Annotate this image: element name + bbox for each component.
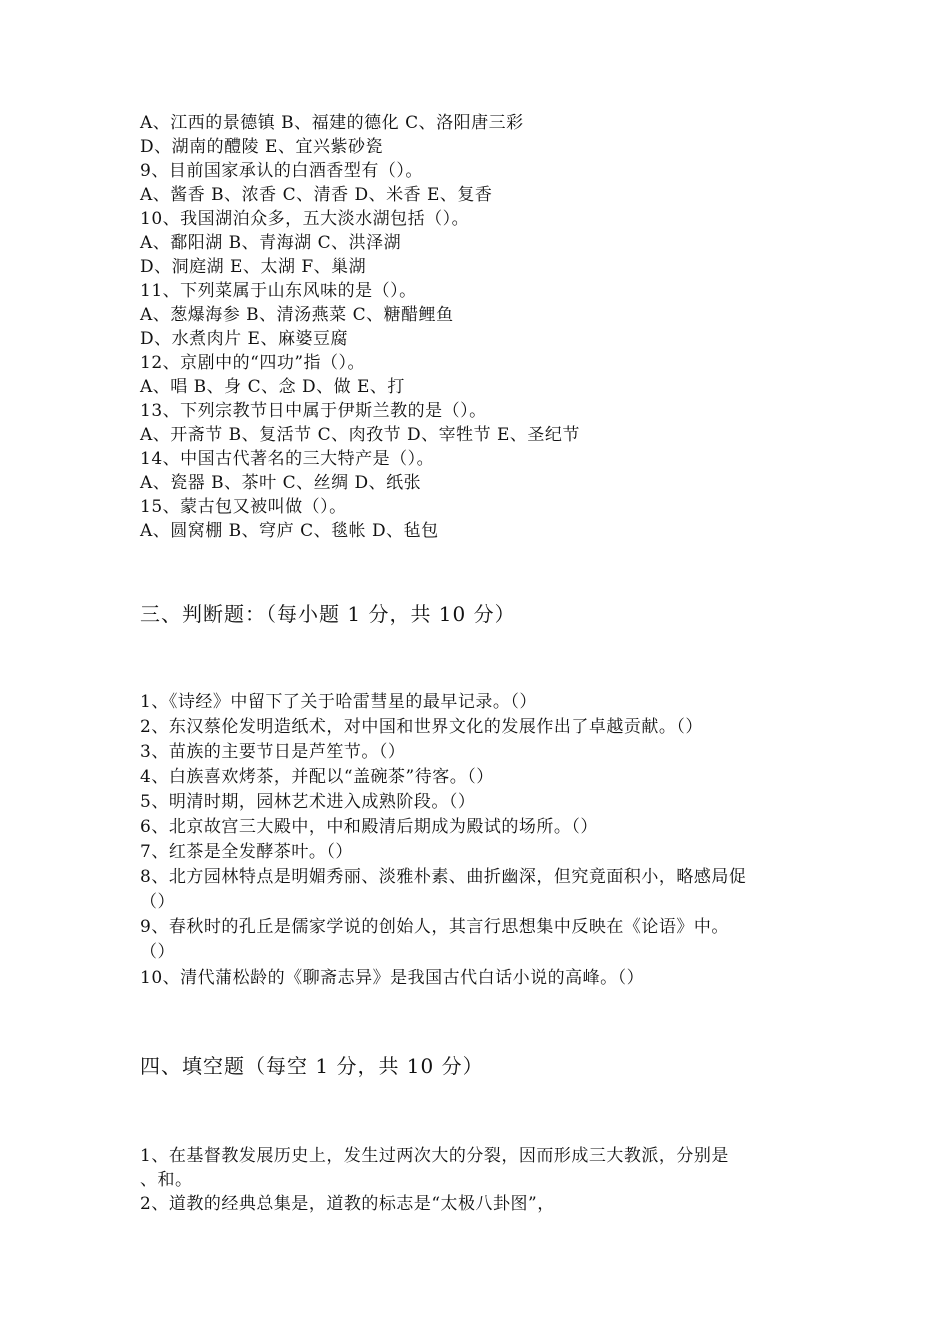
text-line: 9、春秋时的孔丘是儒家学说的创始人，其言行思想集中反映在《论语》中。 [140, 917, 729, 937]
text-line: A、鄱阳湖 B、青海湖 C、洪泽湖 [140, 233, 402, 253]
text-line: A、开斋节 B、复活节 C、肉孜节 D、宰牲节 E、圣纪节 [140, 425, 580, 445]
section-heading-true-false: 三、判断题：（每小题 1 分，共 10 分） [140, 602, 516, 626]
text-line: 7、红茶是全发酵茶叶。（） [140, 842, 353, 862]
text-line: A、葱爆海参 B、清汤燕菜 C、糖醋鲤鱼 [140, 305, 454, 325]
text-line: 15、蒙古包又被叫做（）。 [140, 497, 347, 517]
text-line: 5、明清时期，园林艺术进入成熟阶段。（） [140, 792, 476, 812]
text-line: 13、下列宗教节日中属于伊斯兰教的是（）。 [140, 401, 487, 421]
text-line: 14、中国古代著名的三大特产是（）。 [140, 449, 435, 469]
text-line: D、洞庭湖 E、太湖 F、巢湖 [140, 257, 367, 277]
text-line: 、和。 [140, 1170, 193, 1190]
text-line: A、圆窝棚 B、穹庐 C、毯帐 D、毡包 [140, 521, 439, 541]
text-line: A、酱香 B、浓香 C、清香 D、米香 E、复香 [140, 185, 493, 205]
text-line: （） [140, 942, 175, 962]
text-line: 10、我国湖泊众多，五大淡水湖包括（）。 [140, 209, 470, 229]
text-line: 8、北方园林特点是明媚秀丽、淡雅朴素、曲折幽深，但究竟面积小，略感局促 [140, 867, 747, 887]
text-line: D、湖南的醴陵 E、宜兴紫砂瓷 [140, 137, 383, 157]
text-line: 1、《诗经》中留下了关于哈雷彗星的最早记录。（） [140, 692, 537, 712]
text-line: （） [140, 892, 175, 912]
text-line: 12、京剧中的“四功”指（）。 [140, 353, 366, 373]
text-line: 11、下列菜属于山东风味的是（）。 [140, 281, 417, 301]
text-line: A、江西的景德镇 B、福建的德化 C、洛阳唐三彩 [140, 113, 524, 133]
text-line: 10、清代蒲松龄的《聊斋志异》是我国古代白话小说的高峰。（） [140, 968, 645, 988]
text-line: 2、东汉蔡伦发明造纸术，对中国和世界文化的发展作出了卓越贡献。（） [140, 717, 703, 737]
section-heading-fill-in: 四、填空题（每空 1 分，共 10 分） [140, 1054, 484, 1078]
text-line: D、水煮肉片 E、麻婆豆腐 [140, 329, 348, 349]
text-line: 4、白族喜欢烤茶，并配以“盖碗茶”待客。（） [140, 767, 494, 787]
text-line: 1、在基督教发展历史上，发生过两次大的分裂，因而形成三大教派，分别是 [140, 1146, 729, 1166]
text-line: 9、目前国家承认的白酒香型有（）。 [140, 161, 423, 181]
text-line: 6、北京故宫三大殿中，中和殿清后期成为殿试的场所。（） [140, 817, 598, 837]
text-line: 3、苗族的主要节日是芦笙节。（） [140, 742, 406, 762]
text-line: 2、道教的经典总集是，道教的标志是“太极八卦图”， [140, 1194, 555, 1214]
text-line: A、唱 B、身 C、念 D、做 E、打 [140, 377, 405, 397]
text-line: A、瓷器 B、茶叶 C、丝绸 D、纸张 [140, 473, 422, 493]
